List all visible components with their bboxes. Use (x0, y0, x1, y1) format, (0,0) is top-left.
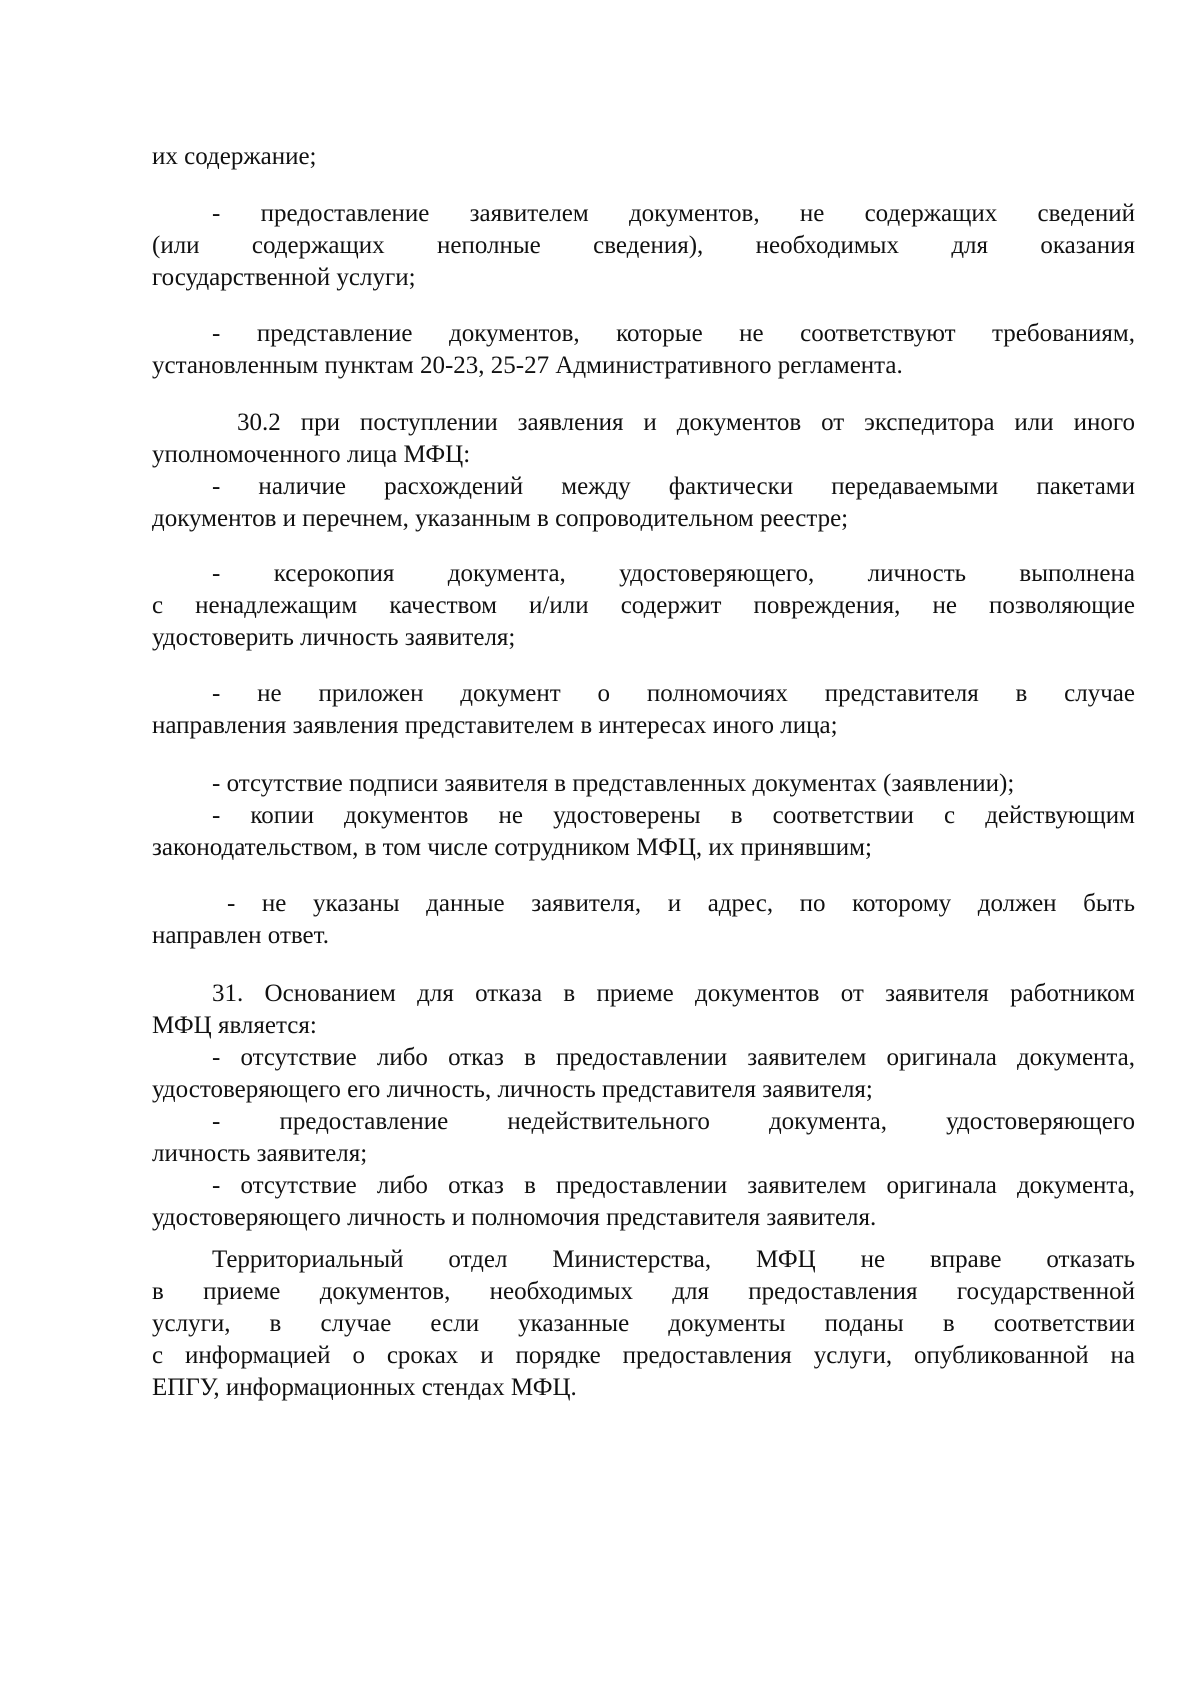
text-line: МФЦ является: (152, 1012, 317, 1039)
paragraph-signature-copies (152, 768, 1135, 864)
text-line: 31. Основанием для отказа в приеме документов от заявителя работником (212, 980, 1135, 1007)
text-line: удостоверяющего личность и полномочия представителя заявителя. (152, 1204, 877, 1231)
text-line: государственной услуги; (152, 264, 416, 291)
text-line: - отсутствие либо отказ в предоставлении заявителем оригинала документа, (212, 1172, 1135, 1199)
text-line: - копии документов не удостоверены в соответствии с действующим (212, 802, 1135, 829)
text-line: - отсутствие подписи заявителя в представленных документах (заявлении); (212, 770, 1015, 797)
text-line: - наличие расхождений между фактически передаваемыми пакетами (212, 473, 1135, 500)
text-line: услуги, в случае если указанные документы поданы в соответствии (152, 1310, 1135, 1337)
text-line: Территориальный отдел Министерства, МФЦ не вправе отказать (212, 1246, 1135, 1273)
text-line: - не указаны данные заявителя, и адрес, по которому должен быть (227, 890, 1135, 917)
text-line: направлен ответ. (152, 922, 329, 949)
text-line: ЕПГУ, информационных стендах МФЦ. (152, 1374, 577, 1401)
text-line: документов и перечнем, указанным в сопроводительном реестре; (152, 505, 849, 532)
text-line: удостоверяющего его личность, личность представителя заявителя; (152, 1076, 873, 1103)
text-line: установленным пунктам 20-23, 25-27 Административного регламента. (152, 352, 903, 379)
text-line: - не приложен документ о полномочиях представителя в случае (212, 680, 1135, 707)
text-line: - предоставление недействительного документа, удостоверяющего (212, 1108, 1135, 1135)
text-line: в приеме документов, необходимых для предоставления государственной (152, 1278, 1135, 1305)
paragraph-photocopy (152, 558, 1135, 654)
text-line: с информацией о сроках и порядке предоставления услуги, опубликованной на (152, 1342, 1135, 1369)
paragraph-31 (152, 978, 1135, 1234)
text-line: удостоверить личность заявителя; (152, 624, 516, 651)
paragraph-applicant-data (152, 888, 1135, 952)
text-line: - предоставление заявителем документов, не содержащих сведений (212, 200, 1135, 227)
text-line: 30.2 при поступлении заявления и документов от экспедитора или иного (237, 409, 1135, 436)
text-line: их содержание; (152, 143, 317, 170)
paragraph-nonconforming-documents (152, 318, 1135, 382)
text-line: законодательством, в том числе сотрудником МФЦ, их принявшим; (152, 834, 872, 861)
paragraph-authority-document (152, 678, 1135, 742)
paragraph-territorial-office (152, 1244, 1135, 1404)
text-line: - ксерокопия документа, удостоверяющего, личность выполнена (212, 560, 1135, 587)
paragraph-continuation (152, 141, 1135, 173)
text-line: - представление документов, которые не соответствуют требованиям, (212, 320, 1135, 347)
paragraph-no-information (152, 198, 1135, 294)
text-line: уполномоченного лица МФЦ: (152, 441, 471, 468)
paragraph-30-2 (152, 407, 1135, 535)
text-line: личность заявителя; (152, 1140, 368, 1167)
text-line: с ненадлежащим качеством и/или содержит повреждения, не позволяющие (152, 592, 1135, 619)
text-line: направления заявления представителем в интересах иного лица; (152, 712, 838, 739)
text-line: (или содержащих неполные сведения), необходимых для оказания (152, 232, 1135, 259)
text-line: - отсутствие либо отказ в предоставлении заявителем оригинала документа, (212, 1044, 1135, 1071)
